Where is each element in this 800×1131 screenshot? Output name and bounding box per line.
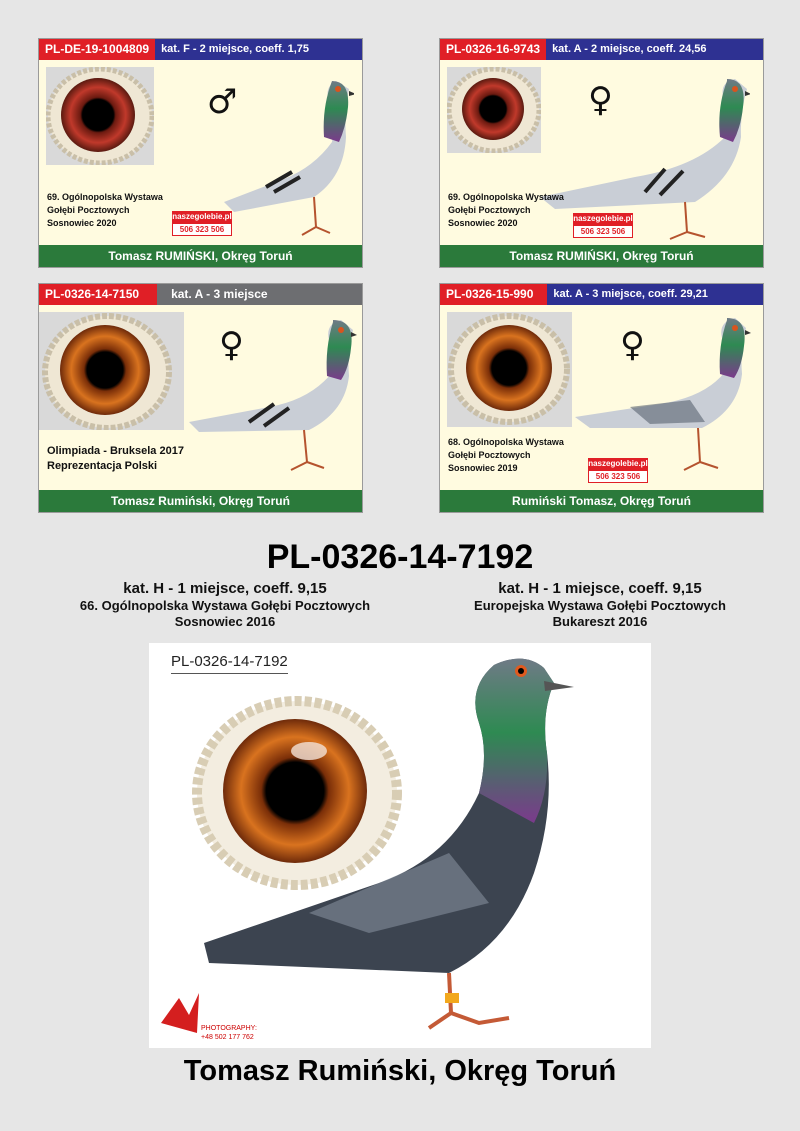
pigeon-card-1 — [38, 38, 363, 268]
owner-footer: Tomasz RUMIŃSKI, Okręg Toruń — [39, 245, 362, 267]
female-symbol: ♀ — [620, 325, 645, 365]
male-symbol: ♂ — [207, 82, 238, 122]
female-symbol: ♀ — [588, 80, 613, 120]
ring-number: PL-0326-15-990 — [440, 284, 547, 305]
show-description: 68. Ogólnopolska Wystawa Gołębi Pocztowych Sosnowiec 2019 — [448, 437, 564, 473]
main-pigeon-photo — [149, 643, 651, 1048]
ring-number: PL-DE-19-1004809 — [39, 39, 155, 60]
right-achievement: kat. H - 1 miejsce, coeff. 9,15 Europejska Wystawa Gołębi Pocztowych Bukareszt 2016 — [474, 580, 726, 629]
card-header — [39, 39, 362, 60]
category-label: kat. A - 2 miejsce, coeff. 24,56 — [546, 39, 763, 60]
category-label: kat. F - 2 miejsce, coeff. 1,75 — [155, 39, 362, 60]
photo-ring-label: PL-0326-14-7192 — [171, 653, 288, 674]
pigeon-image — [535, 67, 750, 247]
card-header — [440, 284, 763, 305]
owner-footer: Tomasz RUMIŃSKI, Okręg Toruń — [440, 245, 763, 267]
eye-photo — [39, 312, 184, 430]
show-description: Olimpiada - Bruksela 2017 Reprezentacja Polski — [47, 445, 184, 472]
eye-photo — [447, 67, 541, 153]
owner-footer: Tomasz Rumiński, Okręg Toruń — [39, 490, 362, 512]
main-owner: Tomasz Rumiński, Okręg Toruń — [183, 1055, 617, 1087]
card-header — [440, 39, 763, 60]
show-description: 69. Ogólnopolska Wystawa Gołębi Pocztowych Sosnowiec 2020 — [47, 192, 163, 228]
pigeon-card-3 — [38, 283, 363, 513]
ring-number: PL-0326-14-7150 — [39, 284, 157, 305]
sponsor-logo: naszegolebie.pl 506 323 506 — [573, 214, 633, 236]
pigeon-image — [179, 312, 359, 492]
owner-footer: Rumiński Tomasz, Okręg Toruń — [440, 490, 763, 512]
left-achievement: kat. H - 1 miejsce, coeff. 9,15 66. Ogólnopolska Wystawa Gołębi Pocztowych Sosnowiec 2016 — [79, 580, 371, 629]
show-description: 69. Ogólnopolska Wystawa Gołębi Pocztowych Sosnowiec 2020 — [448, 192, 564, 228]
pigeon-image — [149, 643, 651, 1048]
eye-icon — [447, 67, 541, 153]
female-symbol: ♀ — [219, 325, 244, 365]
main-ring-number: PL-0326-14-7192 — [266, 538, 534, 576]
eye-icon — [447, 312, 572, 427]
card-header — [39, 284, 362, 305]
eye-icon — [39, 312, 184, 430]
sponsor-logo: naszegolebie.pl 506 323 506 — [172, 212, 232, 234]
category-label: kat. A - 3 miejsce — [157, 284, 362, 305]
eye-photo — [46, 67, 154, 165]
eye-icon — [46, 67, 154, 165]
eye-photo — [447, 312, 572, 427]
photo-credit: PHOTOGRAPHY: +48 502 177 762 — [201, 1025, 257, 1041]
ring-number: PL-0326-16-9743 — [440, 39, 546, 60]
pigeon-card-4 — [439, 283, 764, 513]
category-label: kat. A - 3 miejsce, coeff. 29,21 — [547, 284, 763, 305]
pigeon-card-2 — [439, 38, 764, 268]
sponsor-logo: naszegolebie.pl 506 323 506 — [588, 459, 648, 481]
